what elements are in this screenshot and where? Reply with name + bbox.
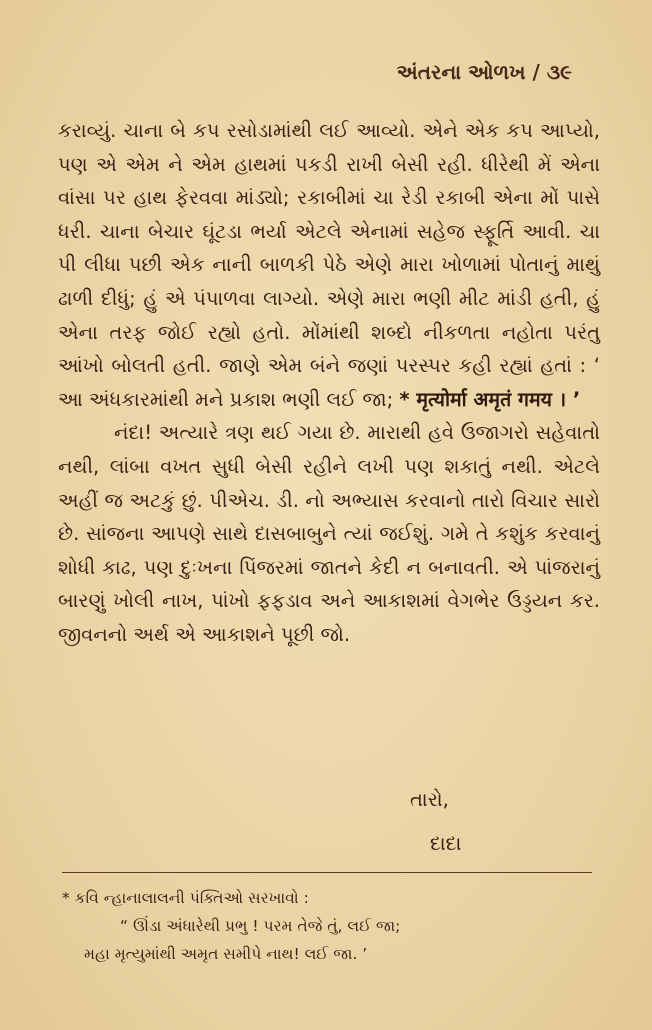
running-head: અંતરના ઓળખ / ૩૯ xyxy=(396,60,572,84)
footnote-rule xyxy=(62,872,592,873)
paragraph-2: નંદા! અત્યારે ત્રણ થઈ ગયા છે. મારાથી હવે ઉજાગરો સહેવાતો નથી, લાંબા વખત સુધી બેસી રહીને લખી પણ શકાતું નથી. એટલે અહીં જ અટકું છું. પીએચ. ડી. નો અભ્યાસ કરવાનો તારો વિચાર સારો છે. સાંજના આપણે સાથે દાસબાબુને ત્યાં જઈશું. ગમે તે કશુંક કરવાનું શોધી કાઢ, પણ દુઃખના પિંજરમાં જાતને કેદી ન બનાવતી. એ પાંજરાનું બારણું ખોલી નાખ, પાંખો ફફડાવ અને આકાશમાં વેગભેર ઉડ્ડયન કર. જીવનનો અર્થ એ આકાશને પૂછી જો. xyxy=(58,421,600,646)
sanskrit-quote: * मृत्योर्मा अमृतं गमय । ’ xyxy=(399,387,581,411)
footnote-intro: * કવિ ન્હાનાલાલની પંક્તિઓ સરખાવો : xyxy=(62,889,309,907)
body-text xyxy=(58,114,600,652)
paragraph-1-text: કરાવ્યું. ચાના બે કપ રસોડામાંથી લઈ આવ્યો. એને એક કપ આપ્યો, પણ એ એમ ને એમ હાથમાં પકડી રાખી બેસી રહી. ધીરેથી મેં એના વાંસા પર હાથ ફેરવવા માંડ્યો; રકાબીમાં ચા રેડી રકાબી એના મોં પાસે ધરી. ચાના બેચાર ઘૂંટડા ભર્યા એટલે એનામાં સહેજ સ્ફૂર્તિ આવી. ચા પી લીધા પછી એક નાની બાળકી પેઠે એણે મારા ખોળામાં પોતાનું માથું ઢાળી દીધું; હું એ પંપાળવા લાગ્યો. એણે મારા ભણી મીટ માંડી હતી, હું એના તરફ જોઈ રહ્યો હતો. મોંમાંથી શબ્દો નીકળતા નહોતા પરંતુ આંખો બોલતી હતી. જાણે એમ બંને જણાં પરસ્પર કહી રહ્યાં હતાં : ‘ આ અંધકારમાંથી મને પ્રકાશ ભણી લઈ જા; xyxy=(58,119,600,411)
signoff-name: દાદા xyxy=(430,832,462,855)
signoff-closing: તારો, xyxy=(410,788,449,811)
footnote xyxy=(62,884,602,968)
footnote-line-1: “ ઊંડા અંધારેથી પ્રભુ ! પરમ તેજે તું, લઈ જા; xyxy=(120,917,401,935)
paragraph-1 xyxy=(58,114,600,416)
footnote-line-2: મહા મૃત્યુમાંથી અમૃત સમીપે નાથ! લઈ જા. ’ xyxy=(84,945,368,963)
